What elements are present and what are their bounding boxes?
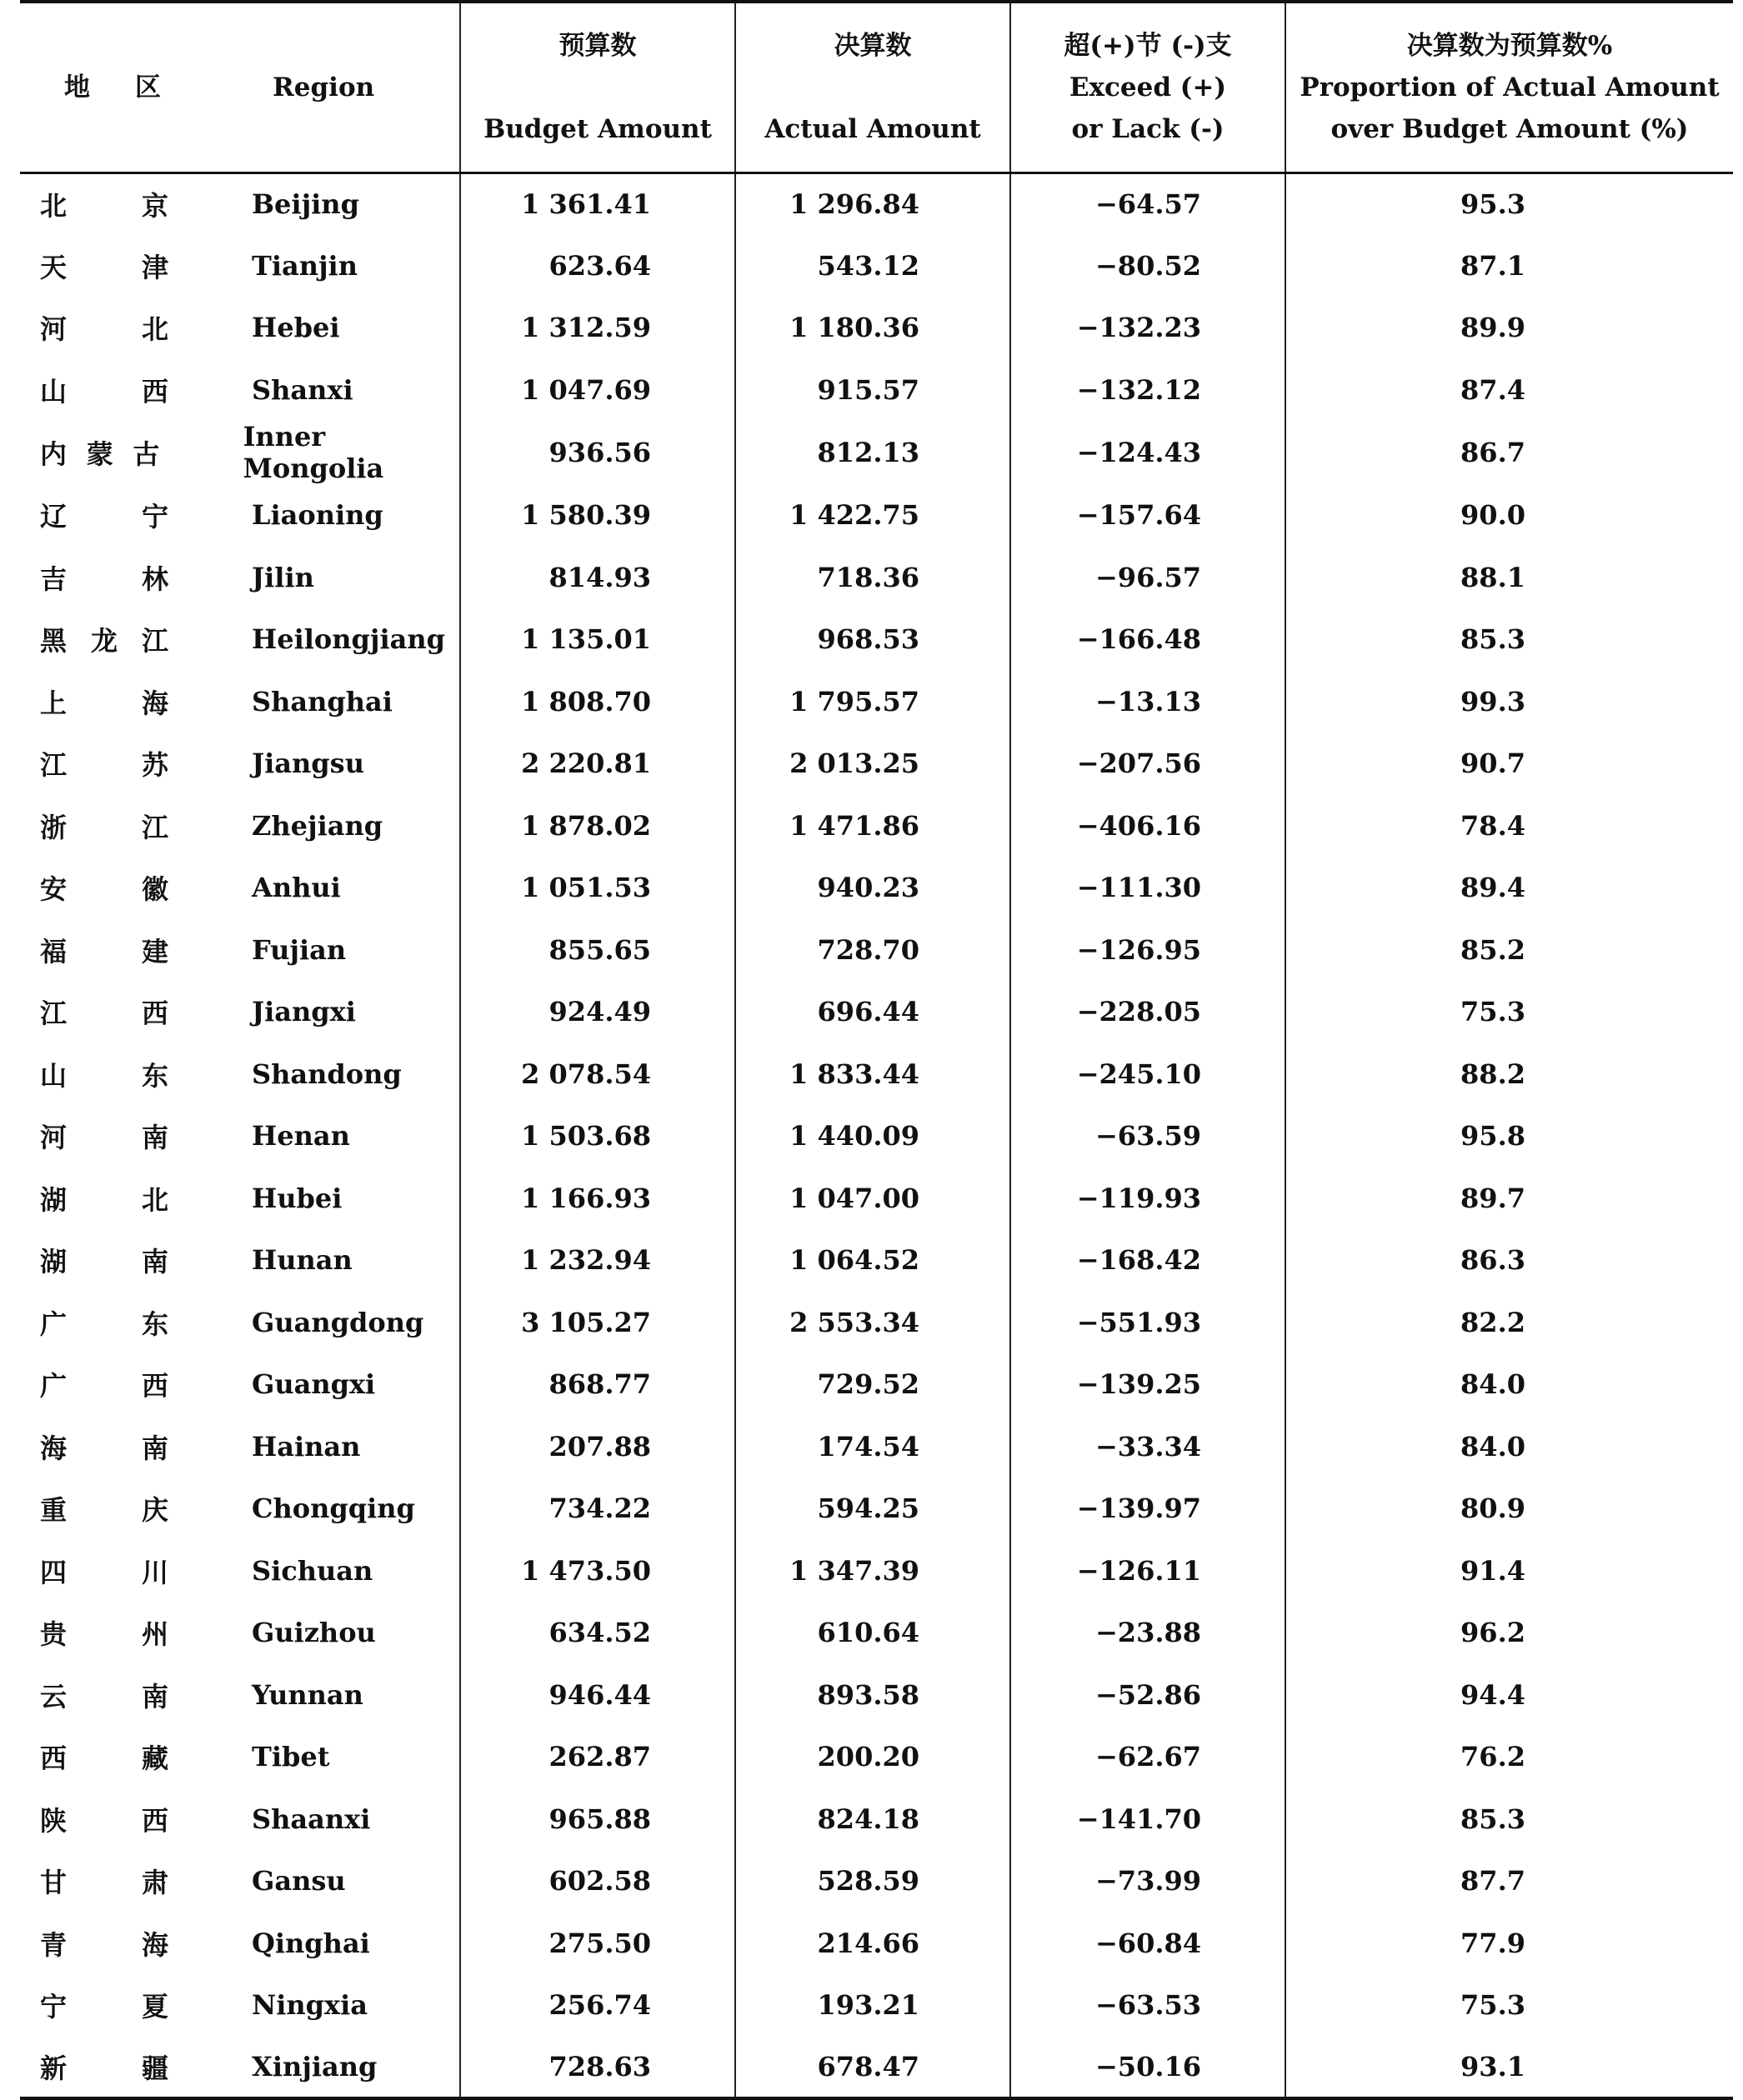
- budget-amount-cell: 924.49: [460, 981, 735, 1043]
- header-budget-en: Budget Amount: [483, 113, 712, 144]
- table-row: [20, 1788, 1733, 1851]
- difference-cell: −50.16: [1010, 2037, 1285, 2099]
- region-cell: [20, 1912, 460, 1975]
- budget-amount-cell: 1 051.53: [460, 857, 735, 919]
- proportion-cell: 85.2: [1285, 919, 1733, 982]
- table-row: [20, 484, 1733, 547]
- actual-amount-cell: 940.23: [735, 857, 1010, 919]
- difference-cell: −80.52: [1010, 235, 1285, 298]
- budget-amount-cell: 1 473.50: [460, 1540, 735, 1602]
- proportion-cell: 76.2: [1285, 1726, 1733, 1788]
- actual-amount-cell: 678.47: [735, 2037, 1010, 2099]
- difference-cell: −168.42: [1010, 1229, 1285, 1292]
- difference-cell: −111.30: [1010, 857, 1285, 919]
- proportion-cell: 86.7: [1285, 421, 1733, 484]
- region-cell: [20, 795, 460, 858]
- table-row: [20, 1353, 1733, 1416]
- table-row: [20, 1229, 1733, 1292]
- region-name-en: Hebei: [252, 312, 340, 344]
- budget-amount-cell: 946.44: [460, 1664, 735, 1727]
- budget-amount-cell: 1 503.68: [460, 1105, 735, 1168]
- actual-amount-cell: 528.59: [735, 1850, 1010, 1912]
- table-row: [20, 671, 1733, 733]
- budget-amount-cell: 1 135.01: [460, 608, 735, 671]
- budget-amount-cell: 1 166.93: [460, 1168, 735, 1230]
- proportion-cell: 77.9: [1285, 1912, 1733, 1975]
- difference-cell: −126.95: [1010, 919, 1285, 982]
- region-name-cn: 浙 江: [40, 811, 168, 843]
- actual-amount-cell: 1 795.57: [735, 671, 1010, 733]
- region-name-en: Anhui: [252, 872, 341, 904]
- region-cell: [20, 608, 460, 671]
- region-name-cn: 江 苏: [40, 749, 168, 782]
- region-cell: [20, 1540, 460, 1602]
- proportion-cell: 90.7: [1285, 732, 1733, 795]
- difference-cell: −551.93: [1010, 1292, 1285, 1354]
- budget-amount-cell: 623.64: [460, 235, 735, 298]
- actual-amount-cell: 1 047.00: [735, 1168, 1010, 1230]
- budget-amount-cell: 275.50: [460, 1912, 735, 1975]
- header-proportion: [1285, 2, 1733, 172]
- header-proportion-en2: over Budget Amount (%): [1330, 113, 1689, 144]
- table-row: [20, 1974, 1733, 2037]
- region-cell: [20, 981, 460, 1043]
- budget-amount-cell: 207.88: [460, 1416, 735, 1478]
- difference-cell: −124.43: [1010, 421, 1285, 484]
- actual-amount-cell: 812.13: [735, 421, 1010, 484]
- proportion-cell: 75.3: [1285, 1974, 1733, 2037]
- region-cell: [20, 1974, 460, 2037]
- region-name-en: Yunnan: [252, 1678, 363, 1711]
- actual-amount-cell: 1 296.84: [735, 172, 1010, 235]
- header-difference: [1010, 2, 1285, 172]
- region-name-cn: 海 南: [40, 1432, 168, 1464]
- header-difference-cn: 超(+)节 (-)支: [1064, 30, 1232, 61]
- budget-amount-cell: 965.88: [460, 1788, 735, 1851]
- budget-amount-cell: 256.74: [460, 1974, 735, 2037]
- region-name-cn: 四 川: [40, 1556, 168, 1588]
- region-name-en: Chongqing: [252, 1492, 415, 1525]
- difference-cell: −73.99: [1010, 1850, 1285, 1912]
- region-cell: [20, 297, 460, 359]
- table-row: [20, 981, 1733, 1043]
- region-name-en: Shandong: [252, 1058, 402, 1090]
- table-row: [20, 1540, 1733, 1602]
- region-name-en: Guangdong: [252, 1306, 424, 1338]
- table-row: [20, 857, 1733, 919]
- difference-cell: −33.34: [1010, 1416, 1285, 1478]
- difference-cell: −52.86: [1010, 1664, 1285, 1727]
- region-name-en: Liaoning: [252, 499, 383, 532]
- proportion-cell: 88.2: [1285, 1043, 1733, 1106]
- difference-cell: −119.93: [1010, 1168, 1285, 1230]
- region-name-en: Hainan: [252, 1430, 361, 1462]
- region-cell: [20, 1602, 460, 1664]
- region-name-en: Shanxi: [252, 373, 353, 406]
- header-region-en: Region: [273, 72, 375, 102]
- region-name-cn: 山 西: [40, 375, 168, 408]
- actual-amount-cell: 214.66: [735, 1912, 1010, 1975]
- region-name-en: Tianjin: [252, 249, 358, 282]
- proportion-cell: 75.3: [1285, 981, 1733, 1043]
- budget-amount-cell: 734.22: [460, 1478, 735, 1540]
- table-row: [20, 297, 1733, 359]
- proportion-cell: 85.3: [1285, 1788, 1733, 1851]
- budget-amount-cell: 2 078.54: [460, 1043, 735, 1106]
- proportion-cell: 86.3: [1285, 1229, 1733, 1292]
- region-name-en: Xinjiang: [252, 2050, 378, 2082]
- actual-amount-cell: 1 440.09: [735, 1105, 1010, 1168]
- region-cell: [20, 235, 460, 298]
- difference-cell: −141.70: [1010, 1788, 1285, 1851]
- budget-amount-cell: 602.58: [460, 1850, 735, 1912]
- region-cell: [20, 2037, 460, 2099]
- difference-cell: −207.56: [1010, 732, 1285, 795]
- region-name-cn: 北 京: [40, 190, 168, 222]
- difference-cell: −96.57: [1010, 547, 1285, 609]
- difference-cell: −63.53: [1010, 1974, 1285, 2037]
- header-actual: [735, 2, 1010, 172]
- header-proportion-en1: Proportion of Actual Amount: [1300, 72, 1720, 102]
- header-budget: [460, 2, 735, 172]
- difference-cell: −245.10: [1010, 1043, 1285, 1106]
- difference-cell: −132.12: [1010, 359, 1285, 422]
- difference-cell: −126.11: [1010, 1540, 1285, 1602]
- table-row: [20, 1602, 1733, 1664]
- region-cell: [20, 421, 460, 484]
- region-cell: [20, 172, 460, 235]
- region-name-en: Zhejiang: [252, 809, 383, 842]
- proportion-cell: 95.8: [1285, 1105, 1733, 1168]
- region-cell: [20, 1292, 460, 1354]
- actual-amount-cell: 893.58: [735, 1664, 1010, 1727]
- proportion-cell: 91.4: [1285, 1540, 1733, 1602]
- region-cell: [20, 919, 460, 982]
- actual-amount-cell: 610.64: [735, 1602, 1010, 1664]
- difference-cell: −13.13: [1010, 671, 1285, 733]
- region-cell: [20, 1478, 460, 1540]
- budget-amount-cell: 1 580.39: [460, 484, 735, 547]
- region-name-en: Qinghai: [252, 1927, 370, 1959]
- region-name-cn: 广 东: [40, 1308, 168, 1340]
- difference-cell: −60.84: [1010, 1912, 1285, 1975]
- actual-amount-cell: 696.44: [735, 981, 1010, 1043]
- region-cell: [20, 1105, 460, 1168]
- region-name-en: Guangxi: [252, 1368, 376, 1401]
- proportion-cell: 89.9: [1285, 297, 1733, 359]
- region-name-cn: 内 蒙 古: [40, 438, 160, 470]
- difference-cell: −228.05: [1010, 981, 1285, 1043]
- region-cell: [20, 1168, 460, 1230]
- difference-cell: −157.64: [1010, 484, 1285, 547]
- actual-amount-cell: 1 064.52: [735, 1229, 1010, 1292]
- difference-cell: −63.59: [1010, 1105, 1285, 1168]
- table-row: [20, 1726, 1733, 1788]
- difference-cell: −64.57: [1010, 172, 1285, 235]
- header-difference-en2: or Lack (-): [1071, 113, 1225, 144]
- actual-amount-cell: 718.36: [735, 547, 1010, 609]
- actual-amount-cell: 729.52: [735, 1353, 1010, 1416]
- region-name-cn: 重 庆: [40, 1494, 168, 1527]
- proportion-cell: 87.4: [1285, 359, 1733, 422]
- budget-amount-cell: 936.56: [460, 421, 735, 484]
- budget-amount-cell: 3 105.27: [460, 1292, 735, 1354]
- proportion-cell: 82.2: [1285, 1292, 1733, 1354]
- region-cell: [20, 1788, 460, 1851]
- region-name-en: Gansu: [252, 1865, 346, 1898]
- proportion-cell: 99.3: [1285, 671, 1733, 733]
- difference-cell: −23.88: [1010, 1602, 1285, 1664]
- region-name-en: Heilongjiang: [252, 623, 445, 656]
- region-name-cn: 云 南: [40, 1680, 168, 1712]
- region-name-cn: 天 津: [40, 251, 168, 283]
- header-proportion-cn: 决算数为预算数%: [1406, 30, 1613, 61]
- table-row: [20, 919, 1733, 982]
- region-name-en: Shanghai: [252, 685, 393, 718]
- proportion-cell: 84.0: [1285, 1353, 1733, 1416]
- region-name-en: Inner Mongolia: [243, 421, 384, 484]
- region-name-en: Henan: [252, 1120, 350, 1152]
- table-row: [20, 1292, 1733, 1354]
- region-name-cn: 山 东: [40, 1059, 168, 1092]
- actual-amount-cell: 728.70: [735, 919, 1010, 982]
- table-row: [20, 1105, 1733, 1168]
- actual-amount-cell: 968.53: [735, 608, 1010, 671]
- region-name-cn: 安 徽: [40, 873, 168, 906]
- region-cell: [20, 1416, 460, 1478]
- region-cell: [20, 359, 460, 422]
- budget-amount-cell: 868.77: [460, 1353, 735, 1416]
- actual-amount-cell: 543.12: [735, 235, 1010, 298]
- region-name-en: Ningxia: [252, 1989, 368, 2022]
- actual-amount-cell: 1 833.44: [735, 1043, 1010, 1106]
- region-name-cn: 青 海: [40, 1928, 168, 1961]
- region-name-en: Sichuan: [252, 1554, 373, 1587]
- table-row: [20, 795, 1733, 858]
- table-body: [20, 172, 1733, 2098]
- region-name-cn: 广 西: [40, 1370, 168, 1402]
- actual-amount-cell: 915.57: [735, 359, 1010, 422]
- budget-amount-cell: 728.63: [460, 2037, 735, 2099]
- region-cell: [20, 857, 460, 919]
- difference-cell: −406.16: [1010, 795, 1285, 858]
- region-name-cn: 宁 夏: [40, 1991, 168, 2023]
- actual-amount-cell: 193.21: [735, 1974, 1010, 2037]
- proportion-cell: 88.1: [1285, 547, 1733, 609]
- region-name-cn: 湖 南: [40, 1246, 168, 1278]
- header-region-cn: 地 区: [64, 72, 161, 102]
- budget-table: [20, 0, 1733, 2100]
- table-row: [20, 608, 1733, 671]
- proportion-cell: 94.4: [1285, 1664, 1733, 1727]
- actual-amount-cell: 2 013.25: [735, 732, 1010, 795]
- region-name-cn: 新 疆: [40, 2052, 168, 2084]
- difference-cell: −139.25: [1010, 1353, 1285, 1416]
- actual-amount-cell: 1 180.36: [735, 297, 1010, 359]
- proportion-cell: 89.7: [1285, 1168, 1733, 1230]
- region-name-cn: 黑 龙 江: [40, 625, 168, 658]
- difference-cell: −166.48: [1010, 608, 1285, 671]
- table-row: [20, 235, 1733, 298]
- table-row: [20, 547, 1733, 609]
- table-header: [20, 2, 1733, 172]
- region-name-cn: 辽 宁: [40, 501, 168, 533]
- region-name-cn: 上 海: [40, 687, 168, 719]
- proportion-cell: 80.9: [1285, 1478, 1733, 1540]
- region-cell: [20, 1229, 460, 1292]
- region-cell: [20, 732, 460, 795]
- region-cell: [20, 1850, 460, 1912]
- table-row: [20, 1850, 1733, 1912]
- table-row: [20, 732, 1733, 795]
- region-cell: [20, 484, 460, 547]
- proportion-cell: 84.0: [1285, 1416, 1733, 1478]
- actual-amount-cell: 1 471.86: [735, 795, 1010, 858]
- region-cell: [20, 1664, 460, 1727]
- region-name-en: Jiangxi: [252, 996, 356, 1028]
- region-name-cn: 福 建: [40, 935, 168, 968]
- proportion-cell: 85.3: [1285, 608, 1733, 671]
- table-row: [20, 1416, 1733, 1478]
- proportion-cell: 87.1: [1285, 235, 1733, 298]
- budget-amount-cell: 634.52: [460, 1602, 735, 1664]
- proportion-cell: 93.1: [1285, 2037, 1733, 2099]
- table-row: [20, 172, 1733, 235]
- actual-amount-cell: 200.20: [735, 1726, 1010, 1788]
- proportion-cell: 95.3: [1285, 172, 1733, 235]
- header-difference-en1: Exceed (+): [1069, 72, 1227, 102]
- region-name-en: Beijing: [252, 188, 359, 220]
- region-name-en: Hubei: [252, 1182, 343, 1214]
- table-row: [20, 359, 1733, 422]
- region-name-cn: 河 北: [40, 313, 168, 346]
- region-cell: [20, 1353, 460, 1416]
- budget-amount-cell: 1 808.70: [460, 671, 735, 733]
- header-region: [20, 2, 460, 172]
- region-name-cn: 西 藏: [40, 1742, 168, 1775]
- proportion-cell: 89.4: [1285, 857, 1733, 919]
- proportion-cell: 87.7: [1285, 1850, 1733, 1912]
- budget-amount-cell: 814.93: [460, 547, 735, 609]
- proportion-cell: 96.2: [1285, 1602, 1733, 1664]
- region-cell: [20, 547, 460, 609]
- budget-amount-cell: 1 312.59: [460, 297, 735, 359]
- region-name-en: Fujian: [252, 933, 347, 966]
- table-row: [20, 1168, 1733, 1230]
- region-name-cn: 甘 肃: [40, 1867, 168, 1899]
- actual-amount-cell: 1 347.39: [735, 1540, 1010, 1602]
- budget-amount-cell: 2 220.81: [460, 732, 735, 795]
- region-name-en: Tibet: [252, 1741, 330, 1773]
- region-name-cn: 陕 西: [40, 1804, 168, 1837]
- region-cell: [20, 671, 460, 733]
- region-name-cn: 河 南: [40, 1122, 168, 1154]
- budget-amount-cell: 1 232.94: [460, 1229, 735, 1292]
- region-name-cn: 江 西: [40, 998, 168, 1030]
- table-row: [20, 2037, 1733, 2099]
- region-name-en: Hunan: [252, 1244, 353, 1277]
- budget-amount-cell: 1 361.41: [460, 172, 735, 235]
- table-row: [20, 1478, 1733, 1540]
- budget-table-page: [20, 0, 1733, 2100]
- actual-amount-cell: 2 553.34: [735, 1292, 1010, 1354]
- header-budget-cn: 预算数: [558, 30, 637, 61]
- region-cell: [20, 1043, 460, 1106]
- table-row: [20, 1043, 1733, 1106]
- proportion-cell: 78.4: [1285, 795, 1733, 858]
- region-name-en: Guizhou: [252, 1617, 376, 1649]
- region-cell: [20, 1726, 460, 1788]
- difference-cell: −139.97: [1010, 1478, 1285, 1540]
- table-row: [20, 1664, 1733, 1727]
- actual-amount-cell: 174.54: [735, 1416, 1010, 1478]
- budget-amount-cell: 1 878.02: [460, 795, 735, 858]
- header-actual-cn: 决算数: [834, 30, 912, 61]
- actual-amount-cell: 594.25: [735, 1478, 1010, 1540]
- region-name-en: Jiangsu: [252, 748, 364, 780]
- header-actual-en: Actual Amount: [764, 113, 981, 144]
- region-name-cn: 贵 州: [40, 1618, 168, 1651]
- actual-amount-cell: 824.18: [735, 1788, 1010, 1851]
- proportion-cell: 90.0: [1285, 484, 1733, 547]
- region-name-cn: 吉 林: [40, 562, 168, 595]
- difference-cell: −62.67: [1010, 1726, 1285, 1788]
- region-name-en: Jilin: [252, 561, 314, 593]
- table-row: [20, 421, 1733, 484]
- table-row: [20, 1912, 1733, 1975]
- budget-amount-cell: 262.87: [460, 1726, 735, 1788]
- budget-amount-cell: 1 047.69: [460, 359, 735, 422]
- region-name-cn: 湖 北: [40, 1183, 168, 1216]
- actual-amount-cell: 1 422.75: [735, 484, 1010, 547]
- difference-cell: −132.23: [1010, 297, 1285, 359]
- budget-amount-cell: 855.65: [460, 919, 735, 982]
- region-name-en: Shaanxi: [252, 1802, 371, 1835]
